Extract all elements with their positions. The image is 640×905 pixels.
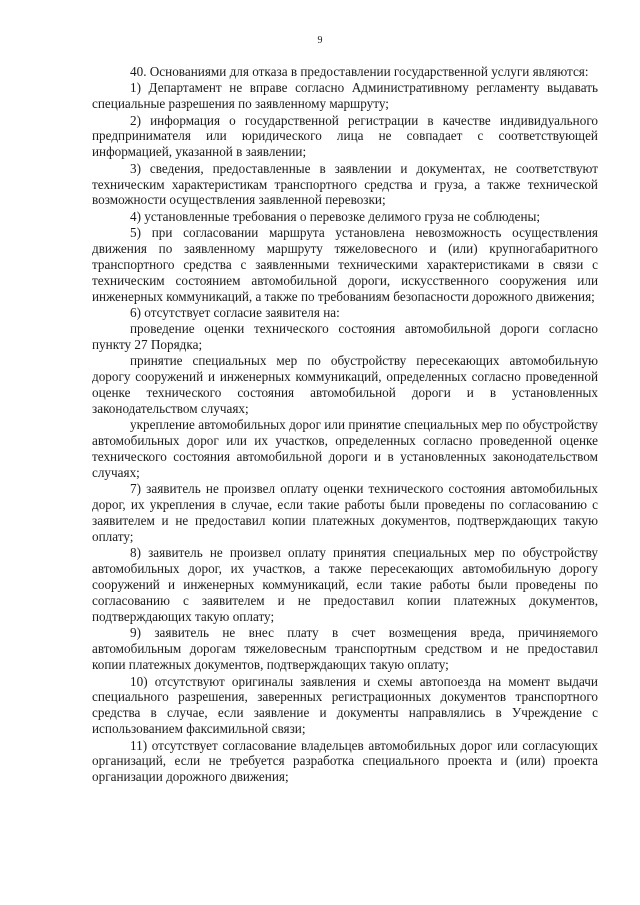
paragraph-item-11: 11) отсутствует согласование владельцев автомобильных дорог или согласующих организаций, если не требуется разработка специального проекта и (или) проекта организации дорожного движения;: [92, 737, 598, 785]
page-number: 9: [317, 35, 323, 46]
paragraph-item-9: 9) заявитель не внес плату в счет возмещения вреда, причиняемого автомобильным дорогам тяжеловесным транспортным средством и не предоставил копии платежных документов, подтверждающих такую оплату;: [92, 625, 598, 673]
document-body: [92, 64, 598, 786]
paragraph-item-6-sub-3: укрепление автомобильных дорог или принятие специальных мер по обустройству автомобильных дорог или их участков, определенных согласно проведенной оценке технического состояния автомобильной дороги и в установленных законодательством случаях;: [92, 417, 598, 481]
paragraph-item-1: 1) Департамент не вправе согласно Административному регламенту выдавать специальные разрешения по заявленному маршруту;: [92, 80, 598, 112]
paragraph-item-10: 10) отсутствуют оригиналы заявления и схемы автопоезда на момент выдачи специального разрешения, заверенных регистрационных документов транспортного средства в случае, если заявление и документы направлялись в Учреждение с использованием факсимильной связи;: [92, 673, 598, 737]
paragraph-item-6: 6) отсутствует согласие заявителя на:: [130, 304, 340, 320]
paragraph-40-intro: 40. Основаниями для отказа в предоставлении государственной услуги являются:: [130, 64, 589, 79]
paragraph-item-6-sub-1: проведение оценки технического состояния автомобильной дороги согласно пункту 27 Порядка;: [92, 321, 598, 353]
paragraph-item-5: 5) при согласовании маршрута установлена невозможность осуществления движения по заявленному маршруту тяжеловесного и (или) крупногабаритного транспортного средства с заявленными техническими характеристиками в связи с техническим состоянием автомобильной дороги, искусственного сооружения или инженерных коммуникаций, а также по требованиям безопасности дорожного движения;: [92, 225, 598, 304]
paragraph-item-8: 8) заявитель не произвел оплату принятия специальных мер по обустройству автомобильных дорог, их участков, а также пересекающих автомобильную дорогу сооружений и инженерных коммуникаций, если такие работы были проведены по согласованию с заявителем и не предоставил копии платежных документов, подтверждающих такую оплату;: [92, 545, 598, 625]
paragraph-item-4: 4) установленные требования о перевозке делимого груза не соблюдены;: [130, 208, 541, 224]
paragraph-item-7: 7) заявитель не произвел оплату оценки технического состояния автомобильных дорог, их укрепления в случае, если такие работы были проведены по согласованию с заявителем и не предоставил копии платежных документов, подтверждающих такую оплату;: [92, 481, 598, 545]
paragraph-item-3: 3) сведения, предоставленные в заявлении и документах, не соответствуют техническим характеристикам транспортного средства и груза, а также технической возможности осуществления заявленной перевозки;: [92, 160, 598, 208]
paragraph-item-2: 2) информация о государственной регистрации в качестве индивидуального предпринимателя или юридического лица не совпадает с соответствующей информацией, указанной в заявлении;: [92, 112, 598, 160]
paragraph-item-6-sub-2: принятие специальных мер по обустройству пересекающих автомобильную дорогу сооружений и инженерных коммуникаций, определенных согласно проведенной оценке технического состояния автомобильной дороги и в установленных законодательством случаях;: [92, 353, 598, 417]
